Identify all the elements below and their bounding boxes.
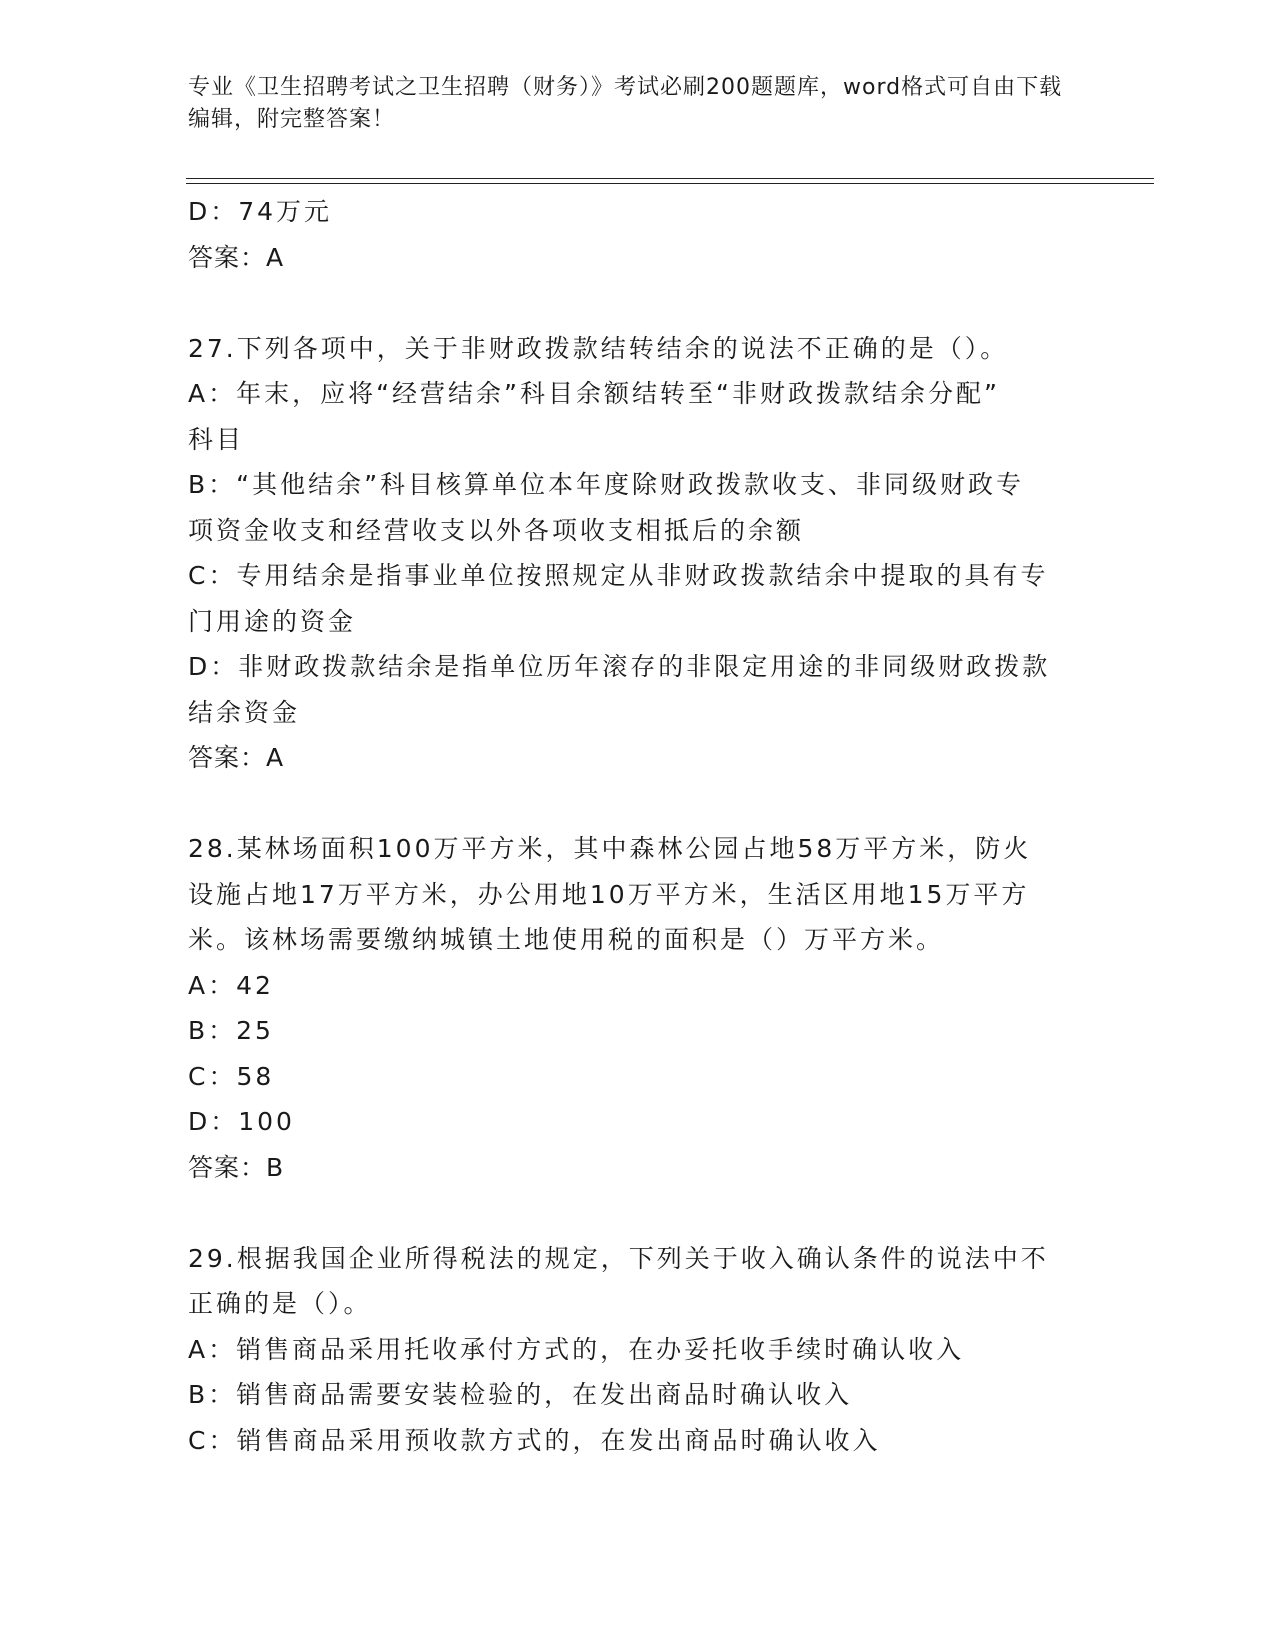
question-block-27	[188, 326, 1068, 781]
answer-line: 答案：A	[188, 242, 285, 272]
question-list	[188, 189, 1068, 1463]
option-a: A：42	[188, 970, 274, 1000]
option-a-continued: 科目	[188, 424, 245, 454]
option-d: D：非财政拨款结余是指单位历年滚存的非限定用途的非同级财政拨款	[188, 652, 1051, 681]
option-a: A：年末，应将“经营结余”科目余额结转至“非财政拨款结余分配”	[188, 379, 1000, 408]
question-stem: 27.下列各项中，关于非财政拨款结转结余的说法不正确的是（）。	[188, 333, 1009, 363]
option-b: B：销售商品需要安装检验的，在发出商品时确认收入	[188, 1380, 853, 1409]
option-d: D：100	[188, 1107, 295, 1136]
header-rule-bottom	[186, 183, 1154, 184]
question-block-29	[188, 1236, 1068, 1464]
option-c: C：专用结余是指事业单位按照规定从非财政拨款结余中提取的具有专	[188, 561, 1049, 590]
option-a: A：销售商品采用托收承付方式的，在办妥托收手续时确认收入	[188, 1334, 965, 1364]
answer-line: 答案：B	[188, 1152, 285, 1182]
question-block-28	[188, 826, 1068, 1190]
spacer	[188, 280, 1068, 326]
question-block-prev	[188, 189, 1068, 280]
spacer	[188, 781, 1068, 827]
option-c-continued: 门用途的资金	[188, 606, 357, 636]
option-c: C：销售商品采用预收款方式的，在发出商品时确认收入	[188, 1425, 881, 1455]
option-c: C：58	[188, 1061, 275, 1091]
document-header	[188, 72, 1068, 136]
spacer	[188, 1190, 1068, 1236]
question-stem-continued: 正确的是（）。	[188, 1289, 372, 1318]
question-stem-continued: 米。该林场需要缴纳城镇土地使用税的面积是（）万平方米。	[188, 925, 945, 954]
question-stem-continued: 设施占地17万平方米，办公用地10万平方米，生活区用地15万平方	[188, 879, 1030, 909]
option-b: B：25	[188, 1016, 274, 1045]
question-stem: 29.根据我国企业所得税法的规定，下列关于收入确认条件的说法中不	[188, 1243, 1049, 1273]
header-rule-top	[186, 178, 1154, 179]
option-b-continued: 项资金收支和经营收支以外各项收支相抵后的余额	[188, 515, 805, 545]
answer-line: 答案：A	[188, 743, 285, 772]
question-stem: 28.某林场面积100万平方米，其中森林公园占地58万平方米，防火	[188, 834, 1032, 863]
option-d-continued: 结余资金	[188, 697, 301, 727]
option-b: B：“其他结余”科目核算单位本年度除财政拨款收支、非同级财政专	[188, 470, 1025, 499]
option-d: D：74万元	[188, 197, 333, 226]
header-title: 专业《卫生招聘考试之卫生招聘（财务）》考试必刷200题题库，word格式可自由下载编辑，附完整答案！	[188, 75, 1063, 132]
